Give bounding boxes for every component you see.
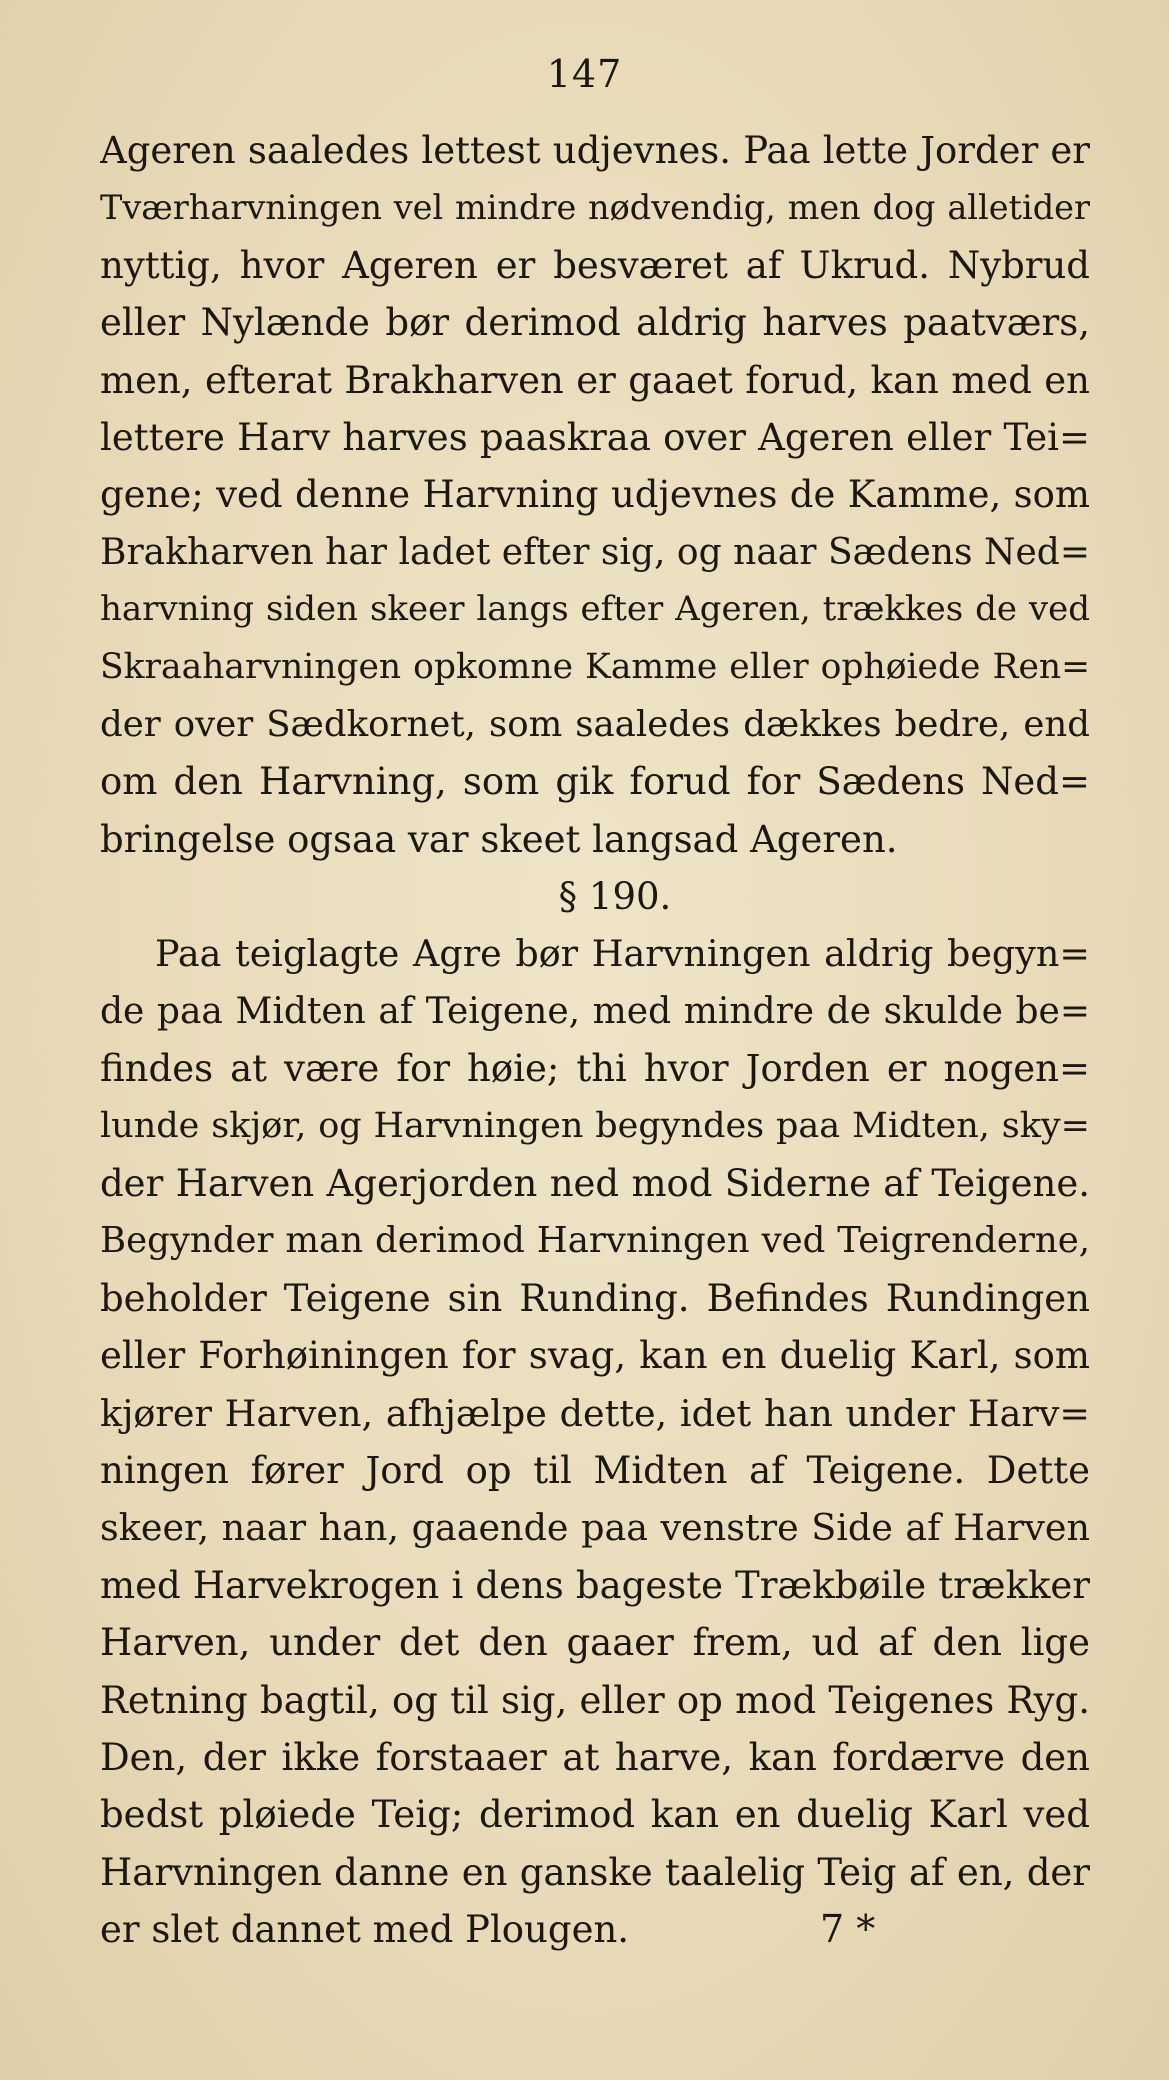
text-line: der Harven Agerjorden ned mod Siderne af Teigene. <box>100 1162 1090 1206</box>
text-line: skeer, naar han, gaaende paa venstre Side af Harven <box>100 1506 1090 1550</box>
text-line: men, efterat Brakharven er gaaet forud, kan med en <box>100 358 1090 402</box>
body-text <box>100 122 1090 1959</box>
text-line: Tværharvningen vel mindre nødvendig, men dog alletider <box>100 188 1090 228</box>
text-line: lettere Harv harves paaskraa over Ageren eller Tei= <box>100 415 1090 459</box>
text-line: Brakharven har ladet efter sig, og naar Sædens Ned= <box>100 531 1090 573</box>
text-line: Den, der ikke forstaaer at harve, kan fordærve den <box>100 1735 1090 1779</box>
text-line: Retning bagtil, og til sig, eller op mod Teigenes Ryg. <box>100 1678 1090 1722</box>
page-number: 147 <box>546 52 623 96</box>
text-line: nyttig, hvor Ageren er besværet af Ukrud. Nybrud <box>100 243 1090 287</box>
text-line: gene; ved denne Harvning udjevnes de Kamme, som <box>100 473 1090 517</box>
text-line: om den Harvning, som gik forud for Sædens Ned= <box>100 760 1090 804</box>
text-line: er slet dannet med Plougen. <box>100 1908 630 1952</box>
text-line: Begynder man derimod Harvningen ved Teigrenderne, <box>100 1220 1090 1262</box>
text-line: bedst pløiede Teig; derimod kan en duelig Karl ved <box>100 1793 1090 1837</box>
text-line: Harven, under det den gaaer frem, ud af den lige <box>100 1621 1090 1665</box>
text-line: beholder Teigene sin Runding. Befindes Rundingen <box>100 1276 1090 1320</box>
text-line: ningen fører Jord op til Midten af Teigene. Dette <box>100 1448 1090 1492</box>
text-line: findes at være for høie; thi hvor Jorden er nogen= <box>100 1047 1090 1091</box>
text-line: Paa teiglagte Agre bør Harvningen aldrig begyn= <box>155 932 1090 976</box>
text-line: bringelse ogsaa var skeet langsad Ageren. <box>100 817 898 861</box>
text-line: Ageren saaledes lettest udjevnes. Paa lette Jorder er <box>100 129 1090 172</box>
text-line: med Harvekrogen i dens bageste Trækbøile trækker <box>100 1563 1090 1607</box>
section-heading: § 190. <box>558 875 672 919</box>
text-line: Skraaharvningen opkomne Kamme eller ophøiede Ren= <box>100 646 1090 687</box>
text-line: eller Forhøiningen for svag, kan en duelig Karl, som <box>100 1334 1090 1378</box>
text-line: Harvningen danne en ganske taalelig Teig af en, der <box>100 1850 1090 1894</box>
signature-mark: 7 * <box>820 1907 876 1951</box>
text-line: lunde skjør, og Harvningen begyndes paa Midten, sky= <box>100 1105 1090 1146</box>
text-line: de paa Midten af Teigene, med mindre de skulde be= <box>100 990 1090 1032</box>
text-line: harvning siden skeer langs efter Ageren, trækkes de ved <box>100 589 1090 630</box>
text-line: eller Nylænde bør derimod aldrig harves paatværs, <box>100 301 1090 345</box>
text-line: kjører Harven, afhjælpe dette, idet han under Harv= <box>100 1391 1090 1435</box>
text-line: der over Sædkornet, som saaledes dækkes bedre, end <box>100 703 1090 745</box>
